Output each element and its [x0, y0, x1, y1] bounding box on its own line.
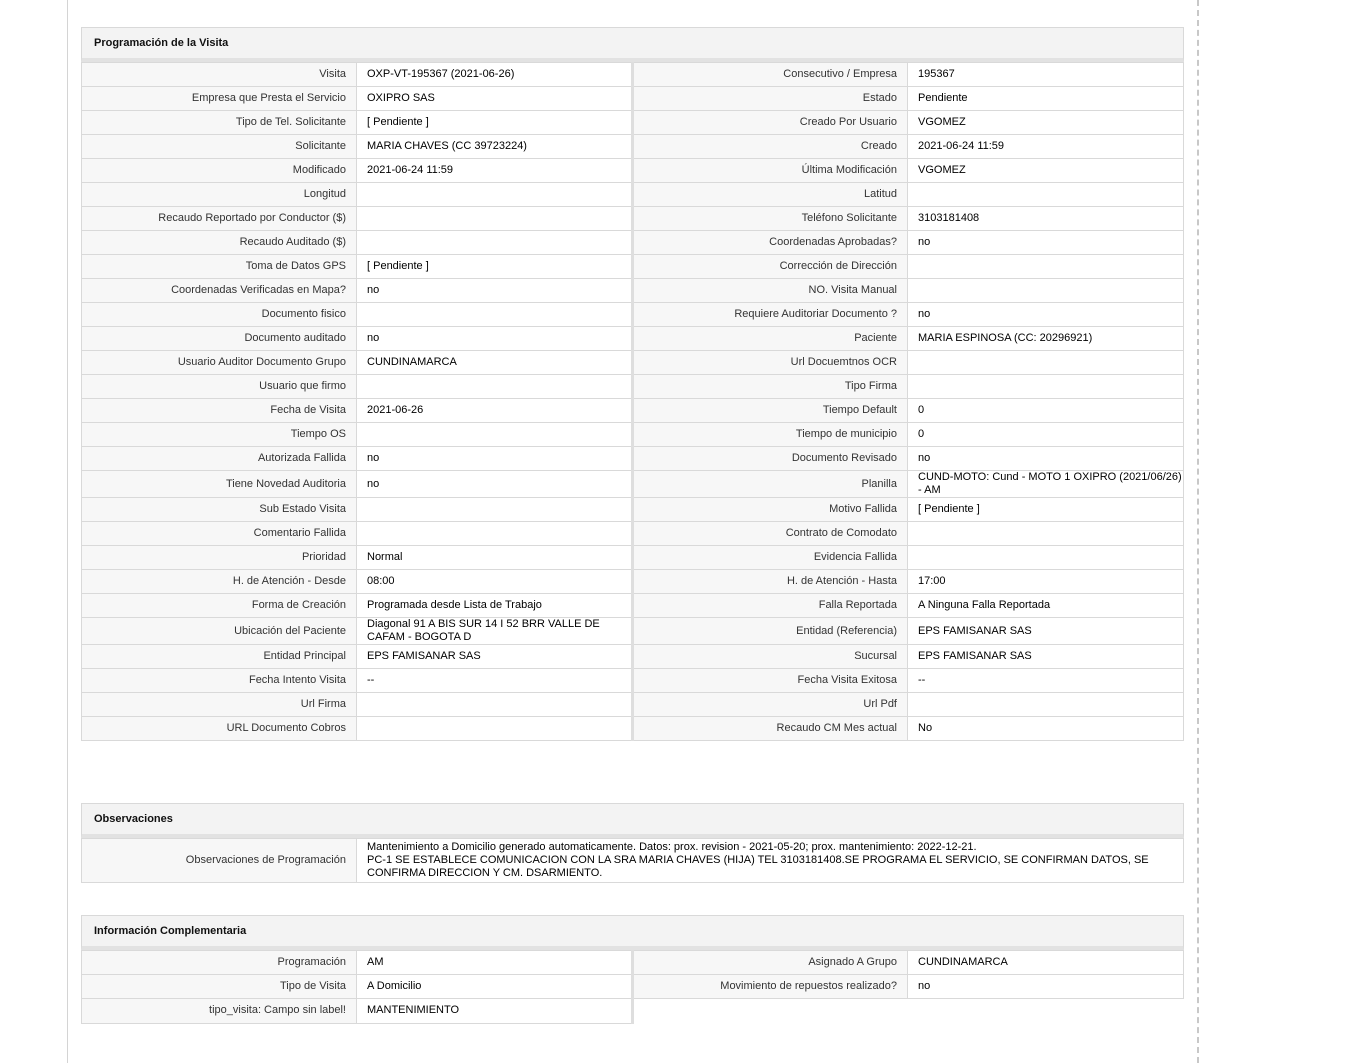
- field-value: 0: [908, 399, 1184, 423]
- field-value: 195367: [908, 63, 1184, 87]
- table-row: [82, 231, 1184, 255]
- table-row: [82, 693, 1184, 717]
- field-label: Movimiento de repuestos realizado?: [633, 975, 908, 999]
- table-row: [82, 975, 1184, 999]
- field-value: MARIA ESPINOSA (CC: 20296921): [908, 327, 1184, 351]
- field-value: 2021-06-24 11:59: [908, 135, 1184, 159]
- field-label: Tiempo Default: [633, 399, 908, 423]
- table-row: [82, 159, 1184, 183]
- field-value: 2021-06-24 11:59: [357, 159, 633, 183]
- observaciones-title: Observaciones: [81, 803, 1184, 838]
- table-row: [82, 618, 1184, 645]
- observaciones-table: [81, 838, 1184, 883]
- field-label: Última Modificación: [633, 159, 908, 183]
- field-label: Comentario Fallida: [82, 522, 357, 546]
- field-value: [357, 375, 633, 399]
- field-value: [357, 303, 633, 327]
- field-label: Usuario Auditor Documento Grupo: [82, 351, 357, 375]
- field-label: Documento fisico: [82, 303, 357, 327]
- field-value: no: [357, 471, 633, 498]
- field-label: Recaudo Auditado ($): [82, 231, 357, 255]
- table-row: [82, 207, 1184, 231]
- field-label: Tipo de Visita: [82, 975, 357, 999]
- field-value: [ Pendiente ]: [357, 255, 633, 279]
- field-label: Sub Estado Visita: [82, 498, 357, 522]
- field-label: Requiere Auditoriar Documento ?: [633, 303, 908, 327]
- field-label: Contrato de Comodato: [633, 522, 908, 546]
- field-label: Toma de Datos GPS: [82, 255, 357, 279]
- field-label: Coordenadas Verificadas en Mapa?: [82, 279, 357, 303]
- table-row: [82, 471, 1184, 498]
- field-label: Creado: [633, 135, 908, 159]
- field-label: Paciente: [633, 327, 908, 351]
- table-row: [82, 255, 1184, 279]
- field-label: Prioridad: [82, 546, 357, 570]
- complementaria-panel: [81, 915, 1184, 1024]
- field-label: Tipo Firma: [633, 375, 908, 399]
- field-label: Autorizada Fallida: [82, 447, 357, 471]
- field-label: Tiempo OS: [82, 423, 357, 447]
- field-value: EPS FAMISANAR SAS: [357, 645, 633, 669]
- field-value: A Ninguna Falla Reportada: [908, 594, 1184, 618]
- page-right-dashed-border: [1197, 0, 1199, 1063]
- table-row: [82, 351, 1184, 375]
- field-label: Fecha Intento Visita: [82, 669, 357, 693]
- field-label: Forma de Creación: [82, 594, 357, 618]
- field-value: [ Pendiente ]: [357, 111, 633, 135]
- field-label: Latitud: [633, 183, 908, 207]
- field-value: [908, 351, 1184, 375]
- field-label: Modificado: [82, 159, 357, 183]
- table-row: [82, 279, 1184, 303]
- table-row: [82, 645, 1184, 669]
- table-row: [82, 594, 1184, 618]
- table-row: [82, 839, 1184, 883]
- table-row: [82, 135, 1184, 159]
- field-label: Teléfono Solicitante: [633, 207, 908, 231]
- field-value: [357, 423, 633, 447]
- field-value: 2021-06-26: [357, 399, 633, 423]
- table-row: [82, 951, 1184, 975]
- field-value: [908, 255, 1184, 279]
- field-value: [357, 717, 633, 741]
- programacion-panel: [81, 27, 1184, 741]
- field-value: OXP-VT-195367 (2021-06-26): [357, 63, 633, 87]
- field-label: Usuario que firmo: [82, 375, 357, 399]
- table-row: [82, 111, 1184, 135]
- field-value: no: [908, 447, 1184, 471]
- table-row: [82, 522, 1184, 546]
- field-label: Motivo Fallida: [633, 498, 908, 522]
- observaciones-panel: [81, 803, 1184, 883]
- field-value: [908, 546, 1184, 570]
- field-value: Diagonal 91 A BIS SUR 14 I 52 BRR VALLE DE CAFAM - BOGOTA D: [357, 618, 633, 645]
- field-label: Url Pdf: [633, 693, 908, 717]
- field-label: Url Firma: [82, 693, 357, 717]
- field-value: no: [357, 447, 633, 471]
- field-label: Fecha Visita Exitosa: [633, 669, 908, 693]
- field-label: Empresa que Presta el Servicio: [82, 87, 357, 111]
- field-value: [908, 183, 1184, 207]
- table-row: [82, 303, 1184, 327]
- field-value: [357, 207, 633, 231]
- field-label: Programación: [82, 951, 357, 975]
- field-label: Longitud: [82, 183, 357, 207]
- field-label: NO. Visita Manual: [633, 279, 908, 303]
- field-label: Coordenadas Aprobadas?: [633, 231, 908, 255]
- table-row: [82, 669, 1184, 693]
- field-label: Fecha de Visita: [82, 399, 357, 423]
- observaciones-label: Observaciones de Programación: [82, 839, 357, 883]
- field-value: [357, 522, 633, 546]
- table-row: [82, 999, 1184, 1024]
- field-label: Sucursal: [633, 645, 908, 669]
- complementaria-table: [81, 950, 1184, 1024]
- table-row: [82, 87, 1184, 111]
- table-row: [82, 423, 1184, 447]
- table-row: [82, 375, 1184, 399]
- field-value: Normal: [357, 546, 633, 570]
- field-value: no: [357, 327, 633, 351]
- field-value: no: [908, 231, 1184, 255]
- field-value: --: [908, 669, 1184, 693]
- field-value: [357, 498, 633, 522]
- table-row: [82, 399, 1184, 423]
- page-left-border: [67, 0, 68, 1063]
- field-value: OXIPRO SAS: [357, 87, 633, 111]
- field-value: 17:00: [908, 570, 1184, 594]
- table-row: [82, 63, 1184, 87]
- field-value: MARIA CHAVES (CC 39723224): [357, 135, 633, 159]
- field-label: Tipo de Tel. Solicitante: [82, 111, 357, 135]
- field-value: [357, 231, 633, 255]
- field-value: [908, 522, 1184, 546]
- field-label: Estado: [633, 87, 908, 111]
- field-value: [908, 375, 1184, 399]
- field-value: [ Pendiente ]: [908, 498, 1184, 522]
- field-value: no: [908, 975, 1184, 999]
- field-value: No: [908, 717, 1184, 741]
- table-row: [82, 183, 1184, 207]
- field-label: Planilla: [633, 471, 908, 498]
- empty-cell: [633, 999, 908, 1024]
- table-row: [82, 498, 1184, 522]
- field-label: tipo_visita: Campo sin label!: [82, 999, 357, 1024]
- field-label: Documento auditado: [82, 327, 357, 351]
- field-value: 3103181408: [908, 207, 1184, 231]
- field-value: [908, 279, 1184, 303]
- field-label: Entidad (Referencia): [633, 618, 908, 645]
- table-row: [82, 327, 1184, 351]
- observaciones-value: Mantenimiento a Domicilio generado automaticamente. Datos: prox. revision - 2021-05-20; prox. mantenimiento: 2022-12-21. PC-1 SE ESTABLECE COMUNICACION CON LA SRA MARIA CHAVES (HIJA) TEL 3103181408.SE PROGRAMA EL SERVICIO, SE CONFIRMAN DATOS, SE CONFIRMA DIRECCION Y CM. DSARMIENTO.: [357, 839, 1184, 883]
- empty-cell: [908, 999, 1184, 1024]
- complementaria-title: Información Complementaria: [81, 915, 1184, 950]
- field-value: Pendiente: [908, 87, 1184, 111]
- field-value: [357, 183, 633, 207]
- field-value: CUND-MOTO: Cund - MOTO 1 OXIPRO (2021/06/26) - AM: [908, 471, 1184, 498]
- field-label: Documento Revisado: [633, 447, 908, 471]
- field-label: Evidencia Fallida: [633, 546, 908, 570]
- field-label: Creado Por Usuario: [633, 111, 908, 135]
- field-label: Visita: [82, 63, 357, 87]
- field-value: MANTENIMIENTO: [357, 999, 633, 1024]
- field-label: Falla Reportada: [633, 594, 908, 618]
- table-row: [82, 447, 1184, 471]
- field-value: AM: [357, 951, 633, 975]
- field-label: Solicitante: [82, 135, 357, 159]
- table-row: [82, 570, 1184, 594]
- field-value: --: [357, 669, 633, 693]
- field-label: H. de Atención - Hasta: [633, 570, 908, 594]
- table-row: [82, 717, 1184, 741]
- field-label: Url Docuemtnos OCR: [633, 351, 908, 375]
- field-value: Programada desde Lista de Trabajo: [357, 594, 633, 618]
- field-label: Recaudo Reportado por Conductor ($): [82, 207, 357, 231]
- programacion-table: [81, 62, 1184, 741]
- field-value: VGOMEZ: [908, 111, 1184, 135]
- field-label: Tiene Novedad Auditoria: [82, 471, 357, 498]
- field-value: A Domicilio: [357, 975, 633, 999]
- field-value: [357, 693, 633, 717]
- field-value: no: [357, 279, 633, 303]
- programacion-title: Programación de la Visita: [81, 27, 1184, 62]
- field-label: Asignado A Grupo: [633, 951, 908, 975]
- table-row: [82, 546, 1184, 570]
- field-label: Tiempo de municipio: [633, 423, 908, 447]
- field-label: Entidad Principal: [82, 645, 357, 669]
- field-value: no: [908, 303, 1184, 327]
- field-value: EPS FAMISANAR SAS: [908, 645, 1184, 669]
- field-value: 08:00: [357, 570, 633, 594]
- field-value: CUNDINAMARCA: [357, 351, 633, 375]
- field-value: VGOMEZ: [908, 159, 1184, 183]
- field-value: CUNDINAMARCA: [908, 951, 1184, 975]
- field-label: H. de Atención - Desde: [82, 570, 357, 594]
- field-value: [908, 693, 1184, 717]
- field-value: EPS FAMISANAR SAS: [908, 618, 1184, 645]
- field-label: Ubicación del Paciente: [82, 618, 357, 645]
- field-label: Recaudo CM Mes actual: [633, 717, 908, 741]
- field-label: URL Documento Cobros: [82, 717, 357, 741]
- field-label: Corrección de Dirección: [633, 255, 908, 279]
- field-label: Consecutivo / Empresa: [633, 63, 908, 87]
- field-value: 0: [908, 423, 1184, 447]
